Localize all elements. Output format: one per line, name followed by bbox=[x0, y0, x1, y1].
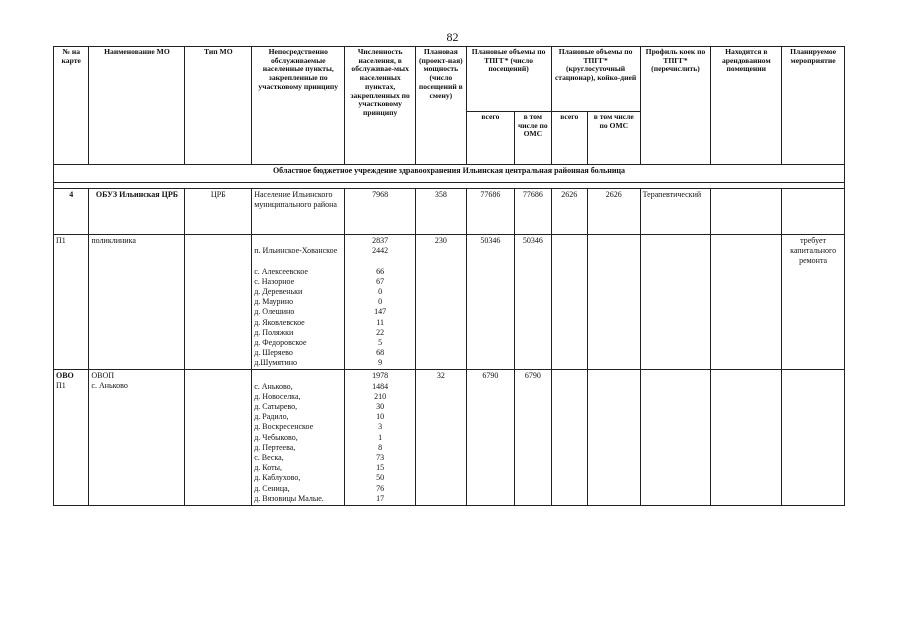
header-mo-type: Тип МО bbox=[185, 47, 252, 165]
row2-profile bbox=[640, 235, 711, 370]
population-item: 50 bbox=[376, 473, 385, 483]
row3-beds-total bbox=[551, 370, 587, 505]
header-visits-oms: в том числе по ОМС bbox=[515, 112, 551, 165]
row1-visits-total: 77686 bbox=[466, 189, 515, 235]
row3-capacity: 32 bbox=[416, 370, 467, 505]
header-tpgg-beds: Плановые объемы по ТПГГ* (круглосуточный стационар), койко-дней bbox=[551, 47, 640, 112]
settlement-item bbox=[254, 256, 342, 266]
row1-type: ЦРБ bbox=[185, 189, 252, 235]
header-beds-oms: в том числе по ОМС bbox=[587, 112, 640, 165]
population-item: 8 bbox=[378, 442, 383, 452]
section-title: Областное бюджетное учреждение здравоохранения Ильинская центральная районная больница bbox=[54, 165, 845, 183]
row2-planned: требует капитального ремонта bbox=[782, 235, 845, 370]
row3-type bbox=[185, 370, 252, 505]
population-item: 1484 bbox=[372, 381, 389, 391]
row3-population bbox=[345, 370, 416, 505]
header-planned: Планируемое мероприятие bbox=[782, 47, 845, 165]
population-item: 15 bbox=[376, 463, 385, 473]
settlement-item: д. Деревеньки bbox=[254, 286, 303, 296]
settlement-item: с. Назорное bbox=[254, 276, 295, 286]
row2-type bbox=[185, 235, 252, 370]
row2-beds-total bbox=[551, 235, 587, 370]
population-item: 17 bbox=[376, 493, 385, 503]
population-item: 147 bbox=[374, 307, 387, 317]
population-item: 210 bbox=[374, 391, 387, 401]
row1-beds-total: 2626 bbox=[551, 189, 587, 235]
settlement-item: д. Поляжки bbox=[254, 327, 294, 337]
settlement-item: д. Вязовицы Малые. bbox=[254, 493, 324, 503]
header-capacity: Плановая (проект-ная) мощность (число посещений в смену) bbox=[416, 47, 467, 165]
header-settlements: Непосредственно обслуживаемые населенные пункты, закрепленные по участковому принципу bbox=[252, 47, 345, 165]
settlement-item: д. Пертеева, bbox=[254, 442, 296, 452]
population-item: 9 bbox=[378, 358, 383, 368]
row3-name-sub: с. Аньково bbox=[91, 381, 128, 391]
settlement-item: д. Олешино bbox=[254, 307, 295, 317]
settlement-item: п. Ильинское-Хованское bbox=[254, 246, 338, 256]
row2-map-no: П1 bbox=[54, 235, 89, 370]
row3-visits-oms: 6790 bbox=[515, 370, 551, 505]
population-item: 73 bbox=[376, 452, 385, 462]
row1-planned bbox=[782, 189, 845, 235]
table-row bbox=[54, 189, 845, 235]
row2-visits-oms: 50346 bbox=[515, 235, 551, 370]
population-item: 2837 bbox=[372, 236, 389, 245]
settlement-item: д. Коты, bbox=[254, 463, 282, 473]
row3-settlements bbox=[252, 370, 345, 505]
population-item bbox=[347, 256, 413, 266]
population-item: 10 bbox=[376, 412, 385, 422]
population-item: 2442 bbox=[372, 246, 389, 256]
settlement-item: д. Яковлевское bbox=[254, 317, 305, 327]
row3-planned bbox=[782, 370, 845, 505]
section-row bbox=[54, 165, 845, 183]
population-item: 11 bbox=[376, 317, 385, 327]
settlement-item: с. Аньково, bbox=[254, 381, 293, 391]
header-mo-name: Наименование МО bbox=[89, 47, 185, 165]
row1-rented bbox=[711, 189, 782, 235]
population-item: 5 bbox=[378, 337, 383, 347]
row3-rented bbox=[711, 370, 782, 505]
row2-visits-total: 50346 bbox=[466, 235, 515, 370]
header-beds-total: всего bbox=[551, 112, 587, 165]
settlement-item: д. Чебыково, bbox=[254, 432, 298, 442]
row2-rented bbox=[711, 235, 782, 370]
header-bed-profile: Профиль коек по ТПГГ* (перечислить) bbox=[640, 47, 711, 165]
settlement-item: д. Радило, bbox=[254, 412, 289, 422]
row3-map-no-sub: П1 bbox=[56, 381, 66, 391]
population-item: 67 bbox=[376, 276, 385, 286]
row3-visits-total: 6790 bbox=[466, 370, 515, 505]
header-tpgg-visits: Плановые объемы по ТПГГ* (число посещений) bbox=[466, 47, 551, 112]
row1-settlement: Население Ильинского муниципального района bbox=[252, 189, 345, 235]
row3-map-no-main: ОВО bbox=[56, 371, 74, 381]
settlement-item: д. Сеница, bbox=[254, 483, 290, 493]
settlement-item: д. Воскресенское bbox=[254, 422, 314, 432]
row2-settlements bbox=[252, 235, 345, 370]
header-population: Численность населения, в обслуживае-мых населенных пунктах, закрепленных по участковому принципу bbox=[345, 47, 416, 165]
table-row bbox=[54, 235, 845, 370]
population-item: 66 bbox=[376, 266, 385, 276]
row3-name-main: ОВОП bbox=[91, 371, 115, 381]
row1-profile: Терапевтический bbox=[640, 189, 711, 235]
population-item: 0 bbox=[378, 297, 383, 307]
settlement-item: д. Шеряево bbox=[254, 348, 293, 358]
row3-profile bbox=[640, 370, 711, 505]
population-item: 1 bbox=[378, 432, 383, 442]
row2-beds-oms bbox=[587, 235, 640, 370]
settlement-item: д. Федоровское bbox=[254, 337, 307, 347]
settlement-item: д. Мауринo bbox=[254, 297, 294, 307]
population-item: 22 bbox=[376, 327, 385, 337]
row3-name bbox=[89, 370, 185, 505]
row3-beds-oms bbox=[587, 370, 640, 505]
row1-capacity: 358 bbox=[416, 189, 467, 235]
population-item: 68 bbox=[376, 348, 385, 358]
row1-population: 7968 bbox=[345, 189, 416, 235]
header-rented: Находится в арендованном помещении bbox=[711, 47, 782, 165]
row1-name: ОБУЗ Ильинская ЦРБ bbox=[89, 189, 185, 235]
page-number: 82 bbox=[446, 30, 459, 44]
population-item: 0 bbox=[378, 286, 383, 296]
settlement-item: с. Алексеевское bbox=[254, 266, 308, 276]
settlement-item bbox=[254, 371, 342, 381]
settlement-item: д.Шумятино bbox=[254, 358, 298, 368]
header-visits-total: всего bbox=[466, 112, 515, 165]
settlement-item bbox=[254, 236, 342, 246]
population-item: 3 bbox=[378, 422, 383, 432]
row1-beds-oms: 2626 bbox=[587, 189, 640, 235]
row2-capacity: 230 bbox=[416, 235, 467, 370]
row2-name: поликлиника bbox=[89, 235, 185, 370]
settlement-item: д. Новоселка, bbox=[254, 391, 301, 401]
population-item: 76 bbox=[376, 483, 385, 493]
header-map-no: № на карте bbox=[54, 47, 89, 165]
row2-population bbox=[345, 235, 416, 370]
row1-visits-oms: 77686 bbox=[515, 189, 551, 235]
settlement-item: д. Каблухово, bbox=[254, 473, 301, 483]
table-row bbox=[54, 370, 845, 505]
header-row bbox=[54, 47, 845, 112]
settlement-item: с. Веска, bbox=[254, 452, 284, 462]
settlement-item: д. Сатырево, bbox=[254, 402, 298, 411]
population-item: 30 bbox=[376, 402, 385, 411]
population-item: 1978 bbox=[372, 371, 389, 381]
facilities-table bbox=[53, 46, 845, 506]
row1-map-no: 4 bbox=[54, 189, 89, 235]
row3-map-no bbox=[54, 370, 89, 505]
